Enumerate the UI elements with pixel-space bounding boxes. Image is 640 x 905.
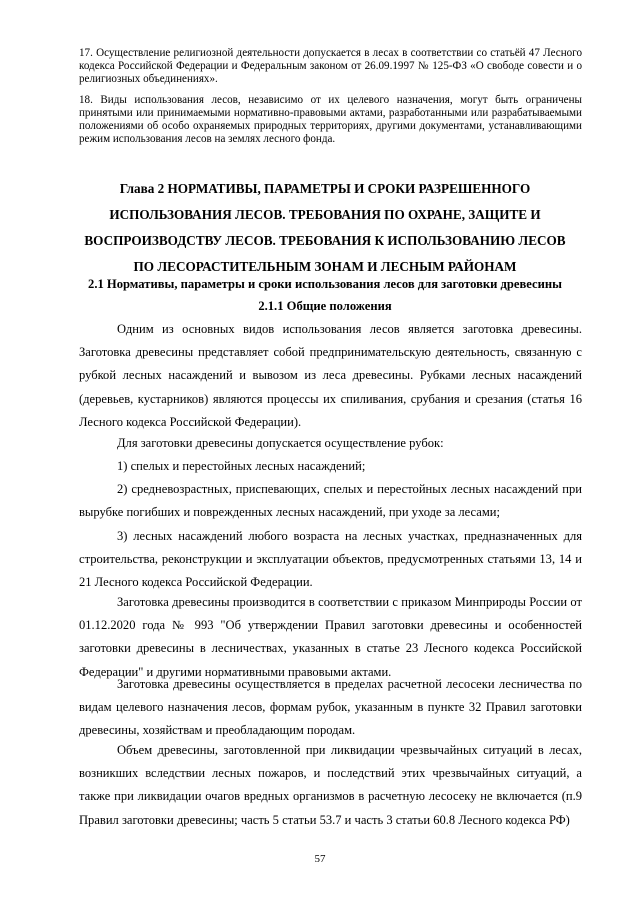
chapter-heading-line-3: ВОСПРОИЗВОДСТВУ ЛЕСОВ. ТРЕБОВАНИЯ К ИСПОЛЬЗОВАНИЮ ЛЕСОВ	[84, 233, 566, 248]
chapter-heading-line-1: Глава 2 НОРМАТИВЫ, ПАРАМЕТРЫ И СРОКИ РАЗРЕШЕННОГО	[119, 181, 531, 196]
list-item-3: 3) лесных насаждений любого возраста на лесных участках, предназначенных для строительства, реконструкции и эксплуатации объектов, предусмотренных статьями 13, 14 и 21 Лесного кодекса Российской Федерации.	[79, 529, 582, 590]
body-paragraph-4: Заготовка древесины осуществляется в пределах расчетной лесосеки лесничества по видам целевого назначения лесов, формам рубок, указанным в пункте 32 Правил заготовки древесины, хозяйствам и преобладающим породам.	[79, 677, 582, 738]
chapter-heading-line-4: ПО ЛЕСОРАСТИТЕЛЬНЫМ ЗОНАМ И ЛЕСНЫМ РАЙОНАМ	[133, 259, 517, 274]
body-paragraph-1: Одним из основных видов использования лесов является заготовка древесины. Заготовка древесины представляет собой предпринимательскую деятельность, связанную с рубкой лесных насаждений и вывозом из леса древесины. Рубками лесных насаждений (деревьев, кустарников) являются процессы их спиливания, срубания и срезания (статья 16 Лесного кодекса Российской Федерации).	[79, 322, 582, 429]
note-18: 18. Виды использования лесов, независимо от их целевого назначения, могут быть ограничены принятыми или принимаемыми нормативно-правовыми актами, разработанными или разрабатываемыми положениями об особо охраняемых природных территориях, другими документами, устанавливающими режим использования лесов на землях лесного фонда.	[79, 94, 582, 145]
list-item-1: 1) спелых и перестойных лесных насаждений;	[117, 459, 366, 473]
body-paragraph-2: Для заготовки древесины допускается осуществление рубок:	[117, 436, 444, 450]
section-heading: 2.1 Нормативы, параметры и сроки использования лесов для заготовки древесины	[88, 277, 562, 291]
chapter-heading	[72, 176, 578, 280]
list-item-2: 2) средневозрастных, приспевающих, спелых и перестойных лесных насаждений при вырубке погибших и поврежденных лесных насаждений, при уходе за лесами;	[79, 482, 582, 520]
subsection-heading: 2.1.1 Общие положения	[258, 299, 392, 313]
body-paragraph-3: Заготовка древесины производится в соответствии с приказом Минприроды России от 01.12.2020 года № 993 "Об утверждении Правил заготовки древесины и особенностей заготовки древесины в лесничествах, указанных в статье 23 Лесного кодекса Российской Федерации" и другими нормативными правовыми актами.	[79, 595, 582, 679]
page-number: 57	[314, 853, 326, 865]
note-17: 17. Осуществление религиозной деятельности допускается в лесах в соответствии со статьёй 47 Лесного кодекса Российской Федерации и Федеральным законом от 26.09.1997 № 125-ФЗ «О свободе совести и о религиозных объединениях».	[79, 47, 582, 85]
body-paragraph-5: Объем древесины, заготовленной при ликвидации чрезвычайных ситуаций в лесах, возникших вследствии лесных пожаров, и последствий этих чрезвычайных ситуаций, а также при ликвидации очагов вредных организмов в расчетную лесосеку не включается (п.9 Правил заготовки древесины; часть 5 статьи 53.7 и часть 3 статьи 60.8 Лесного кодекса РФ)	[79, 743, 582, 827]
chapter-heading-line-2: ИСПОЛЬЗОВАНИЯ ЛЕСОВ. ТРЕБОВАНИЯ ПО ОХРАНЕ, ЗАЩИТЕ И	[109, 207, 541, 222]
